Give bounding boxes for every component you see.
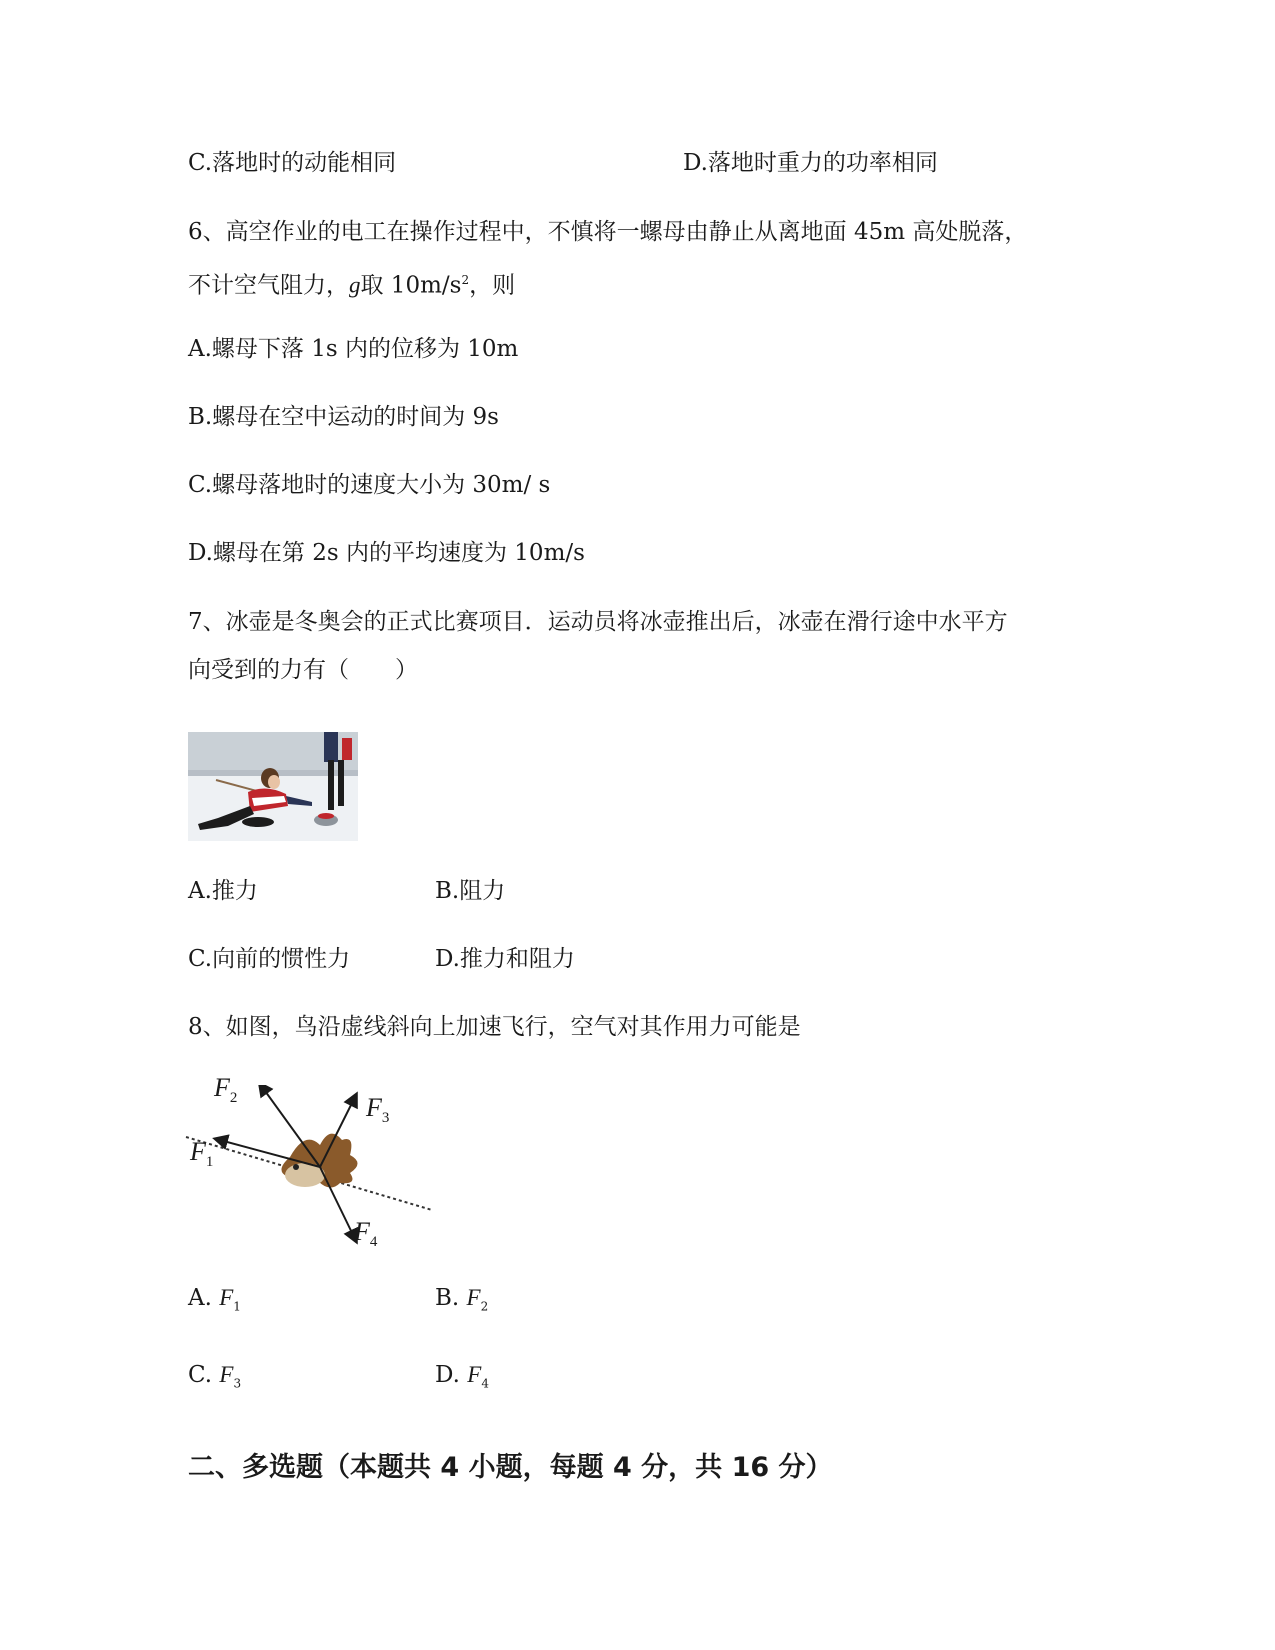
q6-stem-line2 xyxy=(188,265,515,301)
q8-option-c xyxy=(188,1360,241,1399)
q5-option-d: D.落地时重力的功率相同 xyxy=(683,150,938,176)
q8-option-b-prefix: B. xyxy=(435,1285,460,1311)
q5-option-c: C.落地时的动能相同 xyxy=(188,150,397,176)
q7-option-c: C.向前的惯性力 xyxy=(188,946,351,972)
curling-photo-icon xyxy=(188,732,358,841)
q6-stem-line1: 6、高空作业的电工在操作过程中，不慎将一螺母由静止从离地面 45m 高处脱落， xyxy=(188,219,1028,245)
q8-option-c-prefix: C. xyxy=(188,1362,213,1388)
q8-option-d-sub: 4 xyxy=(481,1376,489,1391)
q8-option-a-prefix: A. xyxy=(188,1285,212,1311)
label-f2: $F_2$ xyxy=(214,1073,238,1107)
q7-option-b: B.阻力 xyxy=(435,878,506,904)
label-f1: $F_1$ xyxy=(190,1137,214,1171)
q7-option-d: D.推力和阻力 xyxy=(435,946,575,972)
q6-superscript: 2 xyxy=(461,273,470,287)
curling-photo xyxy=(188,732,358,841)
q8-option-a-sub: 1 xyxy=(233,1299,241,1314)
q7-option-a: A.推力 xyxy=(188,878,258,904)
bird-force-diagram xyxy=(180,1073,440,1255)
q6-stem-mid: 取 10m/s xyxy=(360,272,462,299)
q6-option-d: D.螺母在第 2s 内的平均速度为 10m/s xyxy=(188,540,585,566)
q8-option-b xyxy=(435,1283,488,1322)
q6-option-a: A.螺母下落 1s 内的位移为 10m xyxy=(188,336,519,362)
q6-stem-post: ，则 xyxy=(469,272,516,299)
q8-option-a xyxy=(188,1283,241,1322)
q8-option-d-prefix: D. xyxy=(435,1362,460,1388)
q8-option-b-sub: 2 xyxy=(480,1299,489,1314)
label-f3: $F_3$ xyxy=(366,1093,390,1127)
bird-force-diagram-icon xyxy=(180,1085,440,1255)
q6-option-b: B.螺母在空中运动的时间为 9s xyxy=(188,404,499,430)
q7-stem-line2: 向受到的力有（ ） xyxy=(188,657,418,683)
q8-option-b-symbol: F xyxy=(466,1285,481,1310)
q8-option-c-symbol: F xyxy=(219,1362,234,1387)
q8-option-d xyxy=(435,1360,489,1399)
q6-option-c: C.螺母落地时的速度大小为 30m/ s xyxy=(188,472,551,498)
q6-stem-pre: 不计空气阻力， xyxy=(188,272,349,299)
q8-option-d-symbol: F xyxy=(467,1362,482,1387)
section-heading: 二、多选题（本题共 4 小题，每题 4 分，共 16 分） xyxy=(188,1452,833,1483)
label-f4: $F_4$ xyxy=(354,1217,378,1251)
g-symbol: g xyxy=(349,272,361,298)
q7-stem-line1: 7、冰壶是冬奥会的正式比赛项目．运动员将冰壶推出后，冰壶在滑行途中水平方 xyxy=(188,609,1008,635)
q8-option-c-sub: 3 xyxy=(233,1376,242,1391)
q8-stem: 8、如图，鸟沿虚线斜向上加速飞行，空气对其作用力可能是 xyxy=(188,1014,801,1040)
q8-option-a-symbol: F xyxy=(219,1285,234,1310)
